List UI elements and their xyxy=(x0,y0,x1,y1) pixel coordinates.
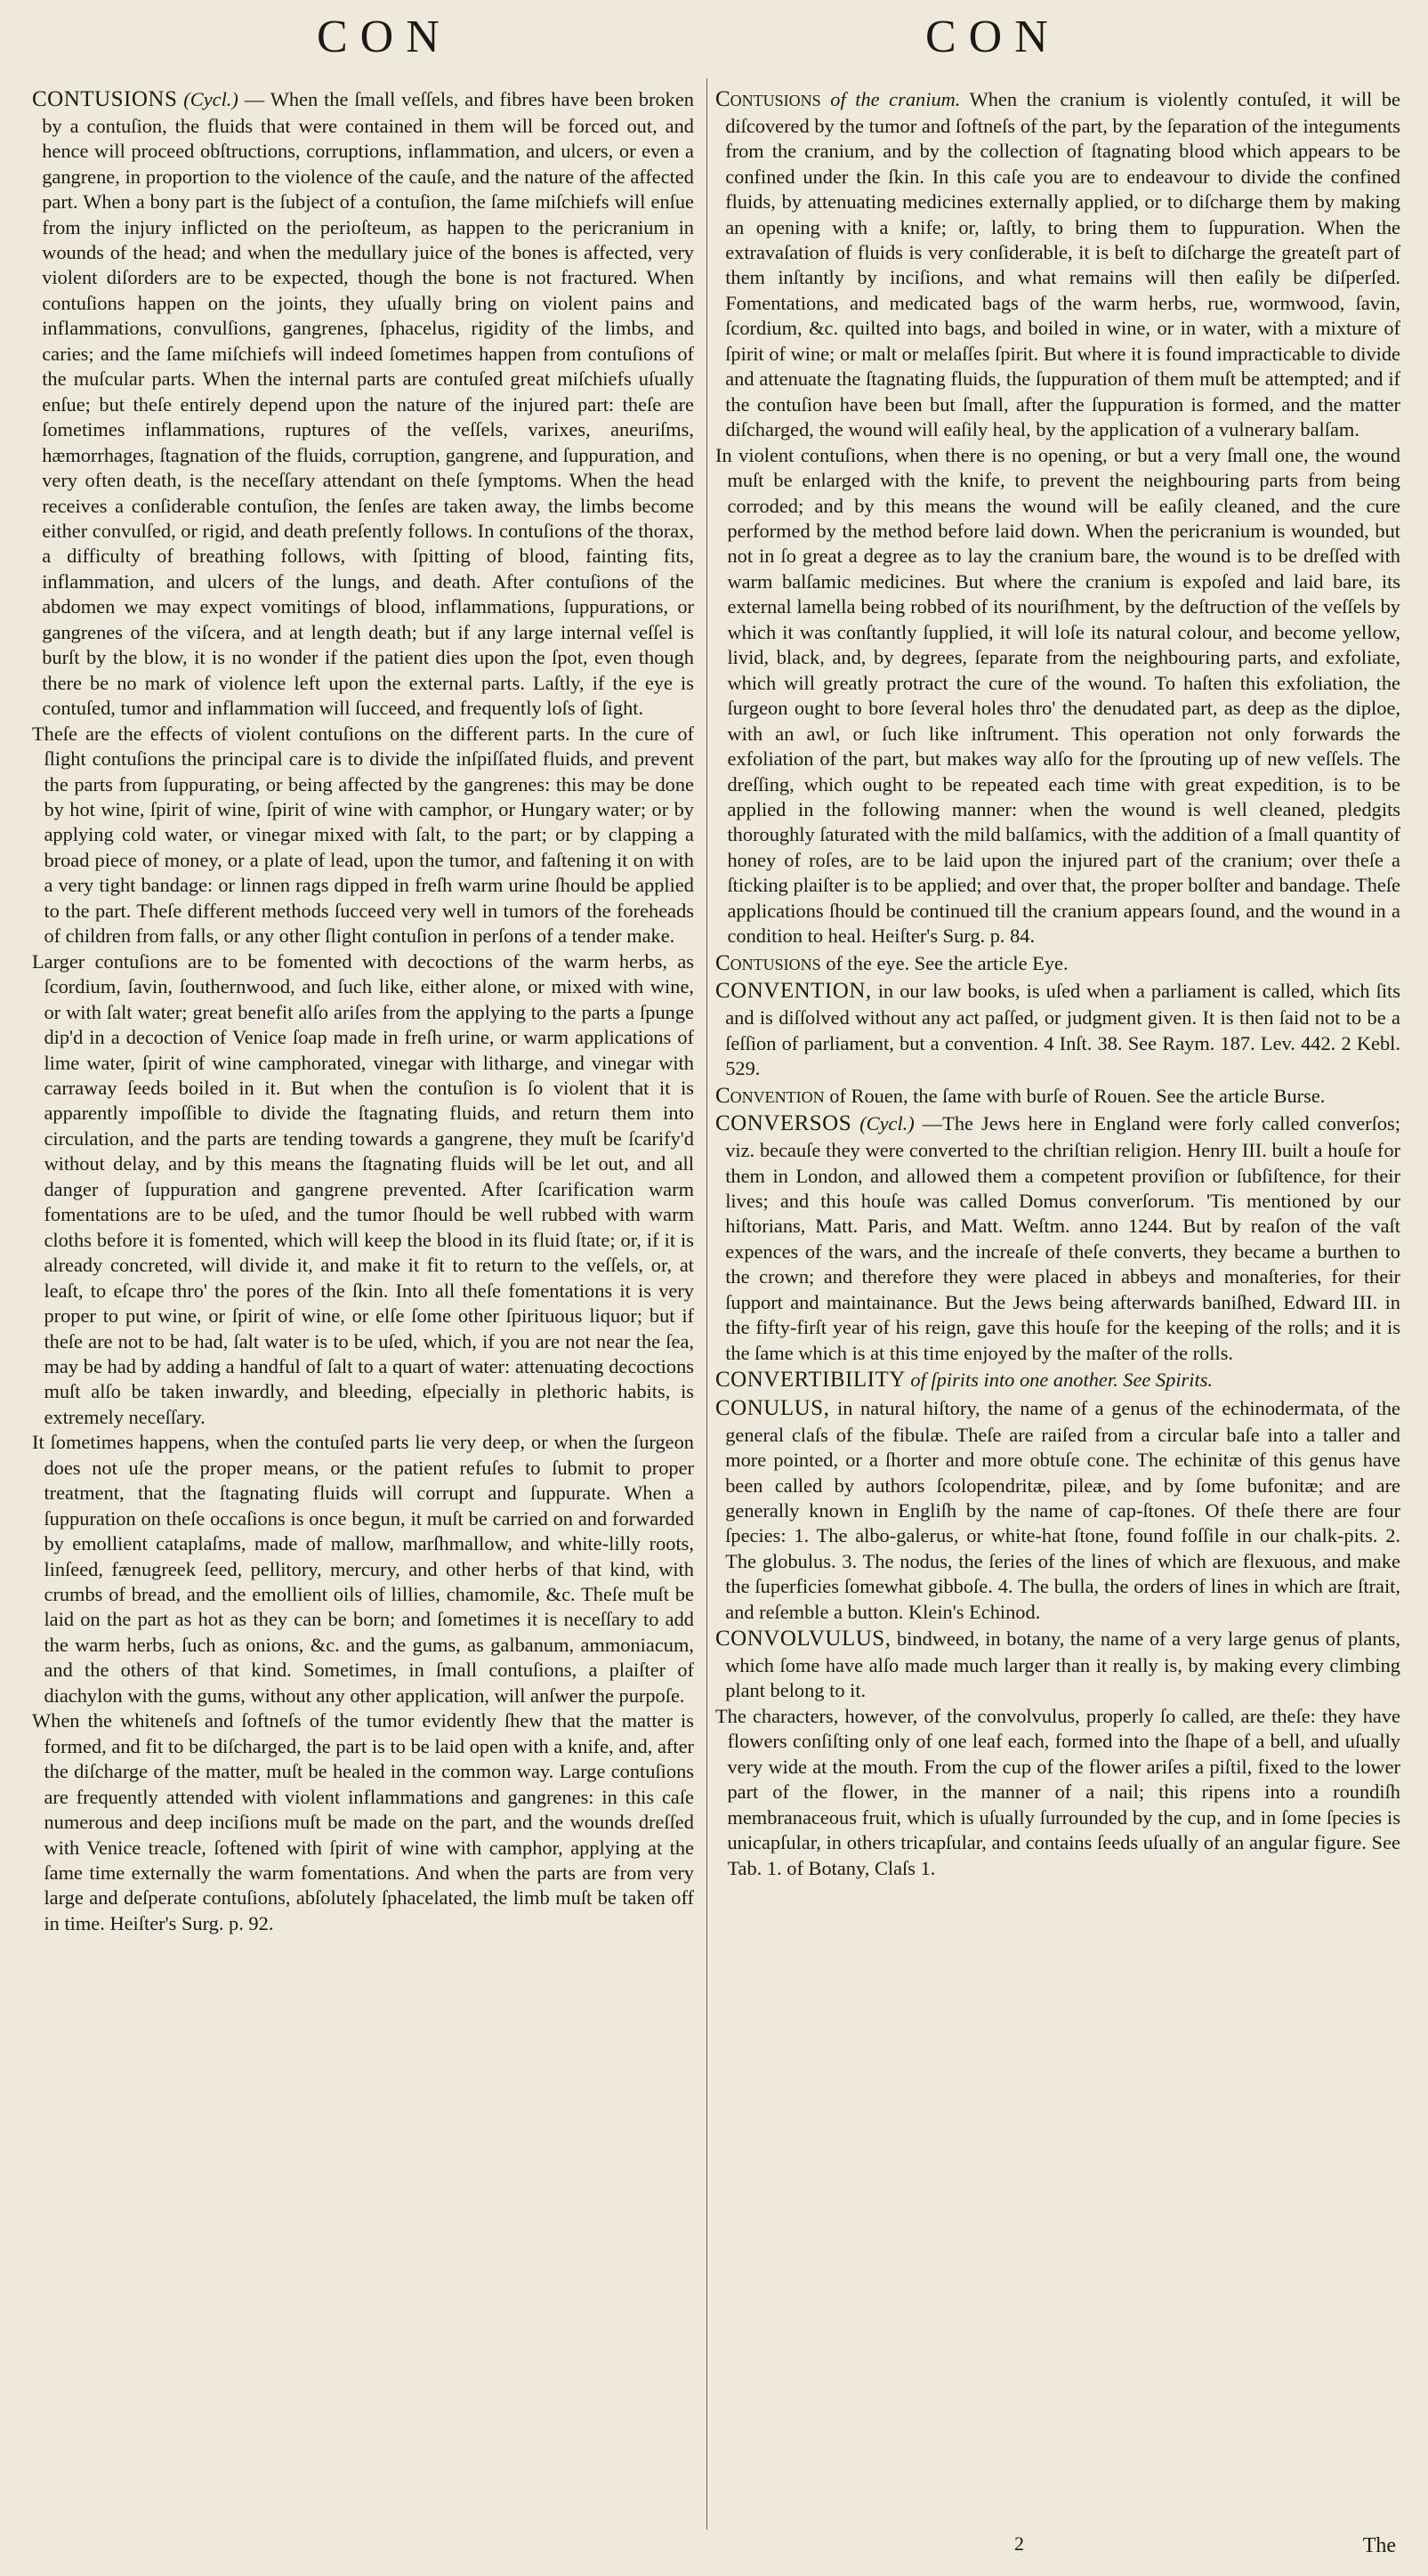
paragraph: When the whiteneſs and ſoftneſs of the tumor evidently ſhew that the matter is formed, and fit to be diſcharged, the part is to be laid open with a knife, and, after the diſcharge of the matter, muſt be healed in the common way. Large contuſions are frequently attended with violent inflammations and gangrenes: in this caſe numerous and deep inciſions muſt be made on the part, and the wounds dreſſed with Venice treacle, ſoftened with ſpirit of wine with camphor, applying at the ſame time externally the warm fomentations. And when the parts are from very large and deſperate contuſions, abſolutely ſphacelated, the limb muſt be taken off in time. Heiſter's Surg. p. 92. xyxy=(32,1709,694,1934)
entry-conulus xyxy=(715,1394,1400,1625)
paragraph: In violent contuſions, when there is no opening, or but a very ſmall one, the wound muſt be enlarged with the knife, to prevent the neighbouring parts from being corroded; and by this means the wound will be eaſily cleaned, and the cure performed by the method before laid down. When the pericranium is wounded, but not in ſo great a degree as to lay the cranium bare, the wound is to be dreſſed with warm balſamic medicines. But where the cranium is expoſed and laid bare, its external lamella being robbed of its nouriſhment, by the deſtruction of the veſſels by which it was conſtantly ſupplied, it will loſe its natural colour, and become yellow, livid, black, and, by degrees, ſeparate from the neighbouring parts, and exfoliate, which will greatly protract the cure of the wound. To haſten this exfoliation, the ſurgeon ought to bore ſeveral holes thro' the denudated part, as deep as the diploe, with an awl, or ſuch like inſtrument. This operation not only forwards the exfoliation of the part, but makes way alſo for the ſprouting up of new veſſels. The dreſſing, which ought to be repeated each time with great expedition, is to be applied in the following manner: when the wound is well cleaned, pledgits thoroughly ſaturated with the mild balſamics, with the addition of a ſmall quantity of honey of roſes, are to be laid upon the injured part of the cranium; over theſe a ſticking plaiſter is to be applied; and over that, the proper bolſter and bandage. Theſe applications ſhould be continued till the cranium appears ſound, and the wound in a condition to heal. Heiſter's Surg. p. 84. xyxy=(715,443,1400,948)
entry-head: CONVERTIBILITY xyxy=(715,1368,906,1393)
entry-convention-rouen xyxy=(715,1082,1400,1110)
left-column xyxy=(32,85,694,1936)
running-head-right: CON xyxy=(925,12,1061,62)
catchword: The xyxy=(1362,2534,1396,2557)
entry-convention xyxy=(715,977,1400,1081)
entry-head: CONVENTION, xyxy=(715,979,872,1004)
entry-text: —The Jews here in England were forly called converſos; viz. becauſe they were converted to the chriſtian religion. Henry III. built a houſe for them in London, and allowed them a competent proviſion or ſubſiſtence, for their lives; and this houſe was called Domus converſorum. 'Tis mentioned by our hiſtorians, Matt. Paris, and Matt. Weſtm. anno 1244. But by reaſon of the vaſt expences of the wars, and the increaſe of theſe converts, they became a burthen to the crown; and therefore they were placed in abbeys and monaſteries, for their ſupport and maintainance. But the Jews being afterwards baniſhed, Edward III. in the fifty-firſt year of his reign, gave this houſe for the keeping of the rolls; and it is the ſame which is at this time enjoyed by the maſter of the rolls. xyxy=(725,1112,1400,1364)
entry-subhead: of the cranium. xyxy=(830,88,961,110)
entry-head: Contusions xyxy=(715,87,821,111)
column-divider xyxy=(706,78,707,2530)
entry-convertibility xyxy=(715,1366,1400,1394)
paragraph: Theſe are the effects of violent contuſions on the different parts. In the cure of ſlight contuſions the principal care is to divide the inſpiſſated fluids, and prevent the parts from ſuppurating, or being affected by the gangrenes: this may be done by hot wine, ſpirit of wine, ſpirit of wine with camphor, or Hungary water; or by applying cold water, or vinegar mixed with ſalt, to the part; or by clapping a broad piece of money, or a plate of lead, upon the tumor, and faſtening it on with a very tight bandage: or linnen rags dipped in freſh warm urine ſhould be applied to the part. Theſe different methods ſucceed very well in tumors of the foreheads of children from falls, or any other ſlight contuſion in perſons of a tender make. xyxy=(32,722,694,948)
entry-tag-cycl: (Cycl.) xyxy=(183,88,238,110)
running-head-left: CON xyxy=(317,12,452,62)
entry-head: CONVERSOS xyxy=(715,1111,852,1136)
entry-head: CONVOLVULUS, xyxy=(715,1627,891,1651)
entry-contusions xyxy=(32,85,694,722)
entry-text: of the eye. See the article Eye. xyxy=(826,951,1069,974)
entry-convolvulus xyxy=(715,1625,1400,1704)
entry-text: in our law books, is uſed when a parliament is called, which ſits and is diſſolved without any act paſſed, or judgment given. It is then ſaid not to be a ſeſſion of parliament, but a convention. 4 Inſt. 38. See Raym. 187. Lev. 442. 2 Kebl. 529. xyxy=(725,980,1400,1080)
entry-text: in natural hiſtory, the name of a genus of the echinodermata, of the general claſs of the fibulæ. Theſe are raiſed from a circular baſe into a taller and more pointed, or a ſhorter and more obtuſe cone. The echinitæ of this genus have been called by authors ſcolopendritæ, pileæ, and by ſome bufonitæ; and are generally known in Engliſh by the name of cap-ſtones. Of theſe there are four ſpecies: 1. The albo-galerus, or white-hat ſtone, found foſſile in our chalk-pits. 2. The globulus. 3. The nodus, the ſeries of the lines of which are flexuous, and make the ſuperficies ſomewhat gibboſe. 4. The bulla, the orders of lines in which are ſtrait, and reſemble a button. Klein's Echinod. xyxy=(725,1396,1400,1623)
entry-conversos xyxy=(715,1110,1400,1366)
entry-text: When the cranium is violently contuſed, it will be diſcovered by the tumor and ſoftneſs of the part, by the ſeparation of the integuments from the cranium, and by the collection of ſtagnating blood which appears to be confined under the ſkin. In this caſe you are to endeavour to divide the confined fluids, by attenuating medicines externally applied, or to diſcharge them by making an opening with a knife; or, laſtly, to bring them to ſuppuration. When the extravaſation of fluids is very conſiderable, it is beſt to diſcharge the greateſt part of them inſtantly by inciſions, and what remains will then eaſily be diſperſed. Fomentations, and medicated bags of the warm herbs, rue, wormwood, ſavin, ſcordium, &c. quilted into bags, and boiled in wine, or in water, with a mixture of ſpirit of wine; or malt or melaſſes ſpirit. But where it is found impracticable to divide and attenuate the ſtagnating fluids, the ſuppuration of them muſt be attempted; and if the contuſion have been but ſmall, after the ſuppuration is formed, and the matter diſcharged, the wound will eaſily heal, by the application of a vulnerary balſam. xyxy=(725,88,1400,441)
entry-text: of Rouen, the ſame with burſe of Rouen. See the article Burse. xyxy=(829,1084,1326,1107)
entry-contusions-eye xyxy=(715,949,1400,978)
paragraph: Larger contuſions are to be fomented with decoctions of the warm herbs, as ſcordium, ſavin, ſouthernwood, and ſuch like, either alone, or mixed with wine, or with ſalt water; great benefit alſo ariſes from the applying to the parts a ſpunge dip'd in a decoction of Venice ſoap made in freſh urine, or warm applications of lime water, ſpirit of wine camphorated, vinegar with litharge, and vinegar with carraway ſeeds boiled in it. But when the contuſion is ſo violent that it is apparently impoſſible to divide the ſtagnating fluids, and return them into circulation, and the parts are tending towards a gangrene, they muſt be ſcarify'd without delay, and by this means the ſtagnating fluids will be let out, and all danger of ſuppuration and gangrene prevented. After ſcarification warm fomentations are to be uſed, and the tumor ſhould be well rubbed with warm cloths before it is fomented, which will keep the blood in its fluid ſtate; or, if it is already concreted, will divide it, and make it fit to return to the veſſels, or, at leaſt, to eſcape thro' the pores of the ſkin. Into all theſe fomentations it is very proper to put wine, or ſpirit of wine, or elſe ſome other ſpirituous liquor; but if theſe are not to be had, ſalt water is to be uſed, which, if you are not near the ſea, may be had by adding a handful of ſalt to a quart of water: attenuating decoctions muſt alſo be taken inwardly, and bleeding, eſpecially in plethoric habits, is extremely neceſſary. xyxy=(32,949,694,1428)
entry-tag-cycl: (Cycl.) xyxy=(859,1112,915,1135)
entry-head: CONULUS, xyxy=(715,1395,830,1420)
signature-mark: 2 xyxy=(1014,2532,1024,2555)
right-column xyxy=(715,85,1400,1881)
paragraph: The characters, however, of the convolvulus, properly ſo called, are theſe: they have flowers conſiſting only of one leaf each, formed into the ſhape of a bell, and uſually very wide at the mouth. From the cup of the flower ariſes a piſtil, fixed to the lower part of the flower, in the manner of a nail; this ripens into a roundiſh membranaceous fruit, which is uſually ſurrounded by the cup, and in ſome ſpecies is unicapſular, in others tricapſular, and contains ſeeds uſually of an angular figure. See Tab. 1. of Botany, Claſs 1. xyxy=(715,1704,1400,1879)
entry-head: Contusions xyxy=(715,950,821,975)
entry-text: bindweed, in botany, the name of a very large genus of plants, which ſome have alſo made much larger than it really is, by making every climbing plant belong to it. xyxy=(725,1627,1400,1702)
entry-contusions-cranium xyxy=(715,85,1400,443)
entry-text: of ſpirits into one another. See Spirits. xyxy=(910,1369,1214,1392)
entry-head: Convention xyxy=(715,1083,825,1108)
entry-text: — When the ſmall veſſels, and fibres have been broken by a contuſion, the fluids that were contained in them will be forced out, and hence will proceed obſtructions, corruptions, inflammation, and ulcers, or even a gangrene, in proportion to the violence of the cauſe, and the nature of the affected part. When a bony part is the ſubject of a contuſion, the ſame miſchiefs will enſue from the injury inflicted on the perioſteum, as happen to the pericranium in wounds of the head; and when the medullary juice of the bones is affected, very violent diſorders are to be expected, though the bone is not fractured. When contuſions happen on the joints, they uſually bring on violent pains and inflammations, convulſions, gangrenes, ſphacelus, rigidity of the limbs, and caries; and the ſame miſchiefs will indeed ſometimes happen from contuſions of the muſcular parts. When the internal parts are contuſed great miſchiefs uſually enſue; but theſe entirely depend upon the nature of the injured part: theſe are ſometimes inflammations, ruptures of the veſſels, varixes, aneuriſms, hæmorrhages, ſtagnation of the fluids, corruption, gangrene, and ſuppuration, and very often death, is the neceſſary attendant on theſe ſymptoms. When the head receives a conſiderable contuſion, the ſenſes are taken away, the limbs become either convulſed, or rigid, and death preſently follows. In contuſions of the thorax, a difficulty of breathing follows, with ſpitting of blood, fainting fits, inflammation, and ulcers of the lungs, and death. After contuſions of the abdomen we may expect vomitings of blood, inflammations, ſuppurations, or gangrenes of the viſcera, and at length death; but if any large internal veſſel is burſt by the blow, it is no wonder if the patient dies upon the ſpot, even though there be no mark of violence left upon the external parts. Laſtly, if the eye is contuſed, tumor and inflammation will ſucceed, and frequently loſs of ſight. xyxy=(42,88,694,720)
paragraph: It ſometimes happens, when the contuſed parts lie very deep, or when the ſurgeon does not uſe the proper means, or the patient refuſes to ſubmit to proper treatment, that the ſtagnating fluids will corrupt and ſuppurate. When a ſuppuration on theſe occaſions is once begun, it muſt be carried on and forwarded by emollient cataplaſms, made of mallow, marſhmallow, and white-lilly roots, linſeed, fænugreek ſeed, pellitory, mercury, and other herbs of that kind, with crumbs of bread, and the emollient oils of lillies, chamomile, &c. Theſe muſt be laid on the part as hot as they can be born; and ſometimes it is neceſſary to add the warm herbs, ſuch as onions, &c. and the gums, as galbanum, ammoniacum, and the others of that kind. Sometimes, in ſmall contuſions, a plaiſter of diachylon with the gums, without any other application, will anſwer the purpoſe. xyxy=(32,1431,694,1707)
entry-head-contusions: CONTUSIONS xyxy=(32,87,178,111)
